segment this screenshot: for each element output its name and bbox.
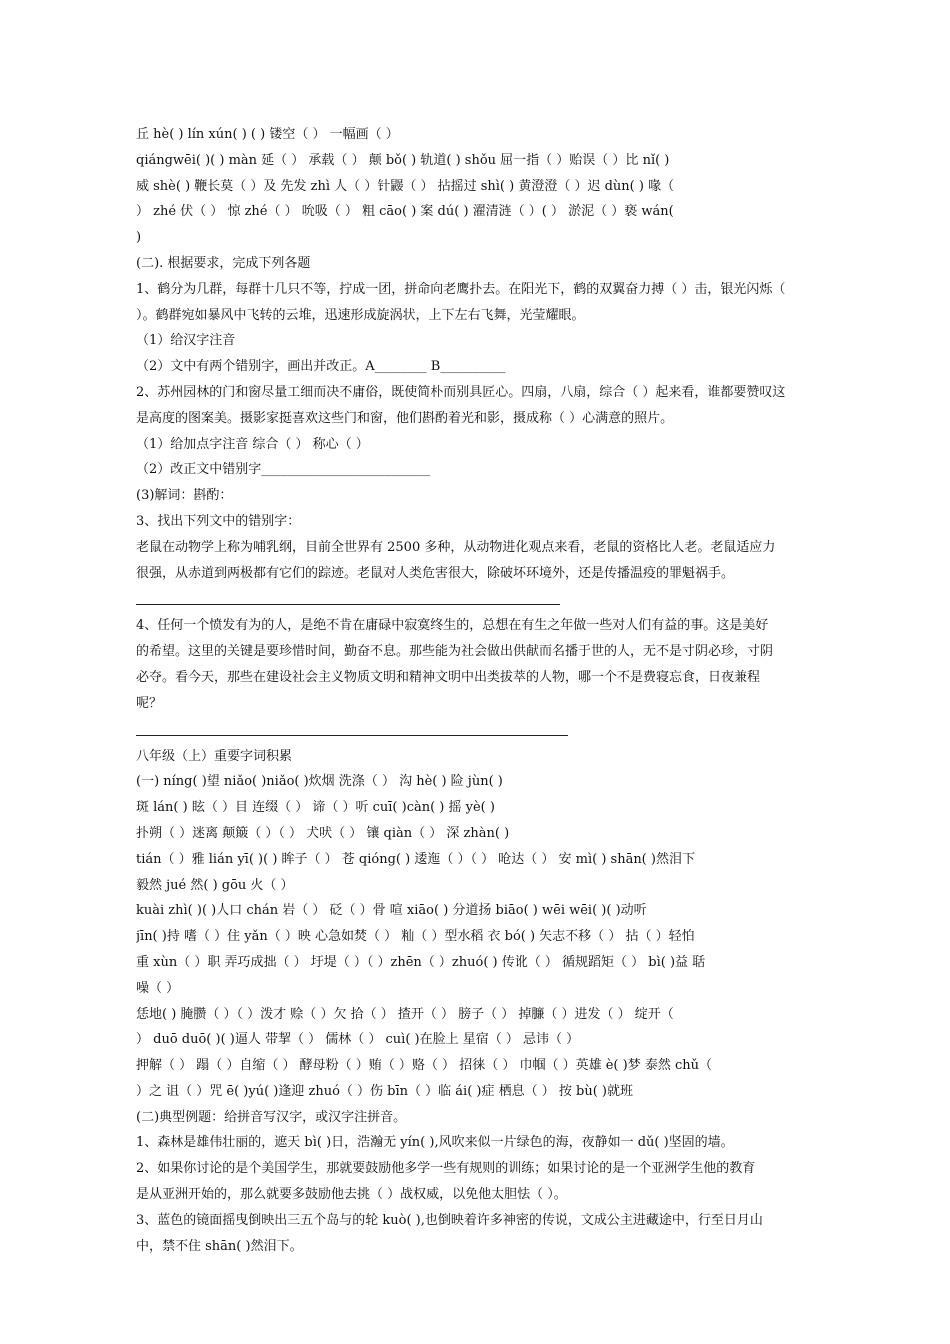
pinyin-line: ） zhé 伏（ ） 惊 zhé（ ） 吮吸（ ） 粗 cāo( ) 案 dú( ) 濯清涟（ ）( ） 淤泥（ ）亵 wán( — [136, 204, 674, 220]
pinyin-line: 丘 hè( ) lín xún( ) ( ) 镂空（ ） 一幅画（ ） — [136, 127, 399, 142]
question-text: 2、如果你讨论的是个美国学生，那就要鼓励他多学一些有规则的训练；如果讨论的是一个亚洲学生他的教育 — [136, 1161, 756, 1177]
pinyin-line: 重 xùn（ ）职 弄巧成拙（ ） 圩堤（ ）（ ）zhēn（ ）zhuó( ) 传讹（ ） 循规蹈矩（ ） bì( )益 聒 — [136, 954, 706, 970]
answer-line — [136, 586, 560, 605]
pinyin-line: 毅然 jué 然( ) gōu 火（ ） — [136, 877, 294, 893]
question-text: 中，禁不住 shān( )然泪下。 — [136, 1238, 303, 1254]
pinyin-line: tián（ ）雅 lián yī( )( ) 眸子（ ） 苍 qióng( ) 逶迤（ ）（ ） 呛达（ ） 安 mì( ) shān( )然泪下 — [136, 851, 695, 867]
pinyin-line: jīn( )持 嗜（ ）住 yǎn（ ）映 心急如焚（ ） 籼（ ）型水稻 衣 bó( ) 矢志不移（ ） 拈（ ）轻怕 — [136, 929, 695, 945]
sub-question: (3)解词：斟酌： — [136, 488, 233, 504]
passage-text: 4、任何一个愤发有为的人，是绝不肯在庸碌中寂寞终生的，总想在有生之年做一些对人们有益的事。这是美好 — [136, 618, 769, 634]
question-text: 是从亚洲开始的，那么就要多鼓励他去挑（ ）战权威，以免他太胆怯（ ）。 — [136, 1187, 567, 1203]
passage-text: 呢？ — [136, 695, 163, 711]
pinyin-line: 扑朔（ ）迷离 颠簸（ ）（ ） 犬吠（ ） 镶 qiàn（ ） 深 zhàn( ) — [136, 825, 510, 841]
pinyin-line: 威 shè( ) 鞭长莫（ ）及 先发 zhì 人（ ）针鼹（ ） 拈摇过 shì( ) 黄澄澄（ ）迟 dùn( ) 喙（ — [136, 178, 675, 194]
sub-question: （1）给汉字注音 — [136, 333, 236, 349]
sub-question: （2）文中有两个错别字，画出并改正。A________ B__________ — [136, 359, 506, 375]
pinyin-line: 押解（ ） 蹋（ ）自缩（ ） 酵母粉（ ）贿（ ）赂（ ） 招徕（ ） 巾帼（ ）英雄 è( )梦 泰然 chǔ（ — [136, 1058, 712, 1074]
pinyin-line: ） duō duō( )( )逼人 带挈（ ） 儒林（ ） cuì( )在脸上 星宿（ ） 忌讳（ ） — [136, 1032, 580, 1048]
question-text: 2、苏州园林的门和窗尽量工细而决不庸俗，既使简朴而别具匠心。四扇，八扇，综合（ ）起来看，谁都要赞叹这 — [136, 384, 786, 400]
sub-question: （1）给加点字注音 综合（ ） 称心（ ） — [136, 436, 369, 452]
passage-text: 老鼠在动物学上称为哺乳纲，目前全世界有 2500 多种，从动物进化观点来看，老鼠的资格比人老。老鼠适应力 — [136, 539, 776, 555]
pinyin-line: (一) níng( )望 niǎo( )niǎo( )炊烟 洗涤（ ） 沟 hè( ) 险 jùn( ) — [136, 774, 503, 790]
question-text: 是高度的图案美。摄影家挺喜欢这些门和窗，他们斟酌着光和影，摄成称（ ）心满意的照片。 — [136, 410, 674, 426]
pinyin-line: ) — [136, 230, 142, 246]
pinyin-line: ）之 诅（ ）咒 ē( )yú( )逢迎 zhuó（ ）伤 bīn（ ）临 ái( )症 栖息（ ） 按 bù( )就班 — [136, 1083, 633, 1099]
pinyin-line: kuài zhì( )( )人口 chán 岩（ ） 砭（ ）骨 喧 xiāo( ) 分道扬 biāo( ) wēi wēi( )( )动听 — [136, 903, 647, 919]
section-heading: (二)典型例题：给拼音写汉字，或汉字注拼音。 — [136, 1109, 407, 1125]
pinyin-line: 斑 lán( ) 眩（ ）目 连缀（ ） 谛（ ）听 cuī( )càn( ) 摇 yè( ) — [136, 800, 495, 816]
question-text: ）。鹤群宛如暴风中飞转的云堆，迅速形成旋涡状，上下左右飞舞，光莹耀眼。 — [136, 307, 585, 323]
pinyin-line: 恁地( ) 腌臜（ ）（ ）泼才 赊（ ）欠 拾（ ） 揸开（ ） 膀子（ ） 掉臁（ ）进发（ ） 绽开（ — [136, 1006, 674, 1022]
section-heading: (二). 根据要求，完成下列各题 — [136, 255, 311, 271]
question-text: 1、鹤分为几群，每群十几只不等，拧成一团，拼命向老鹰扑去。在阳光下，鹤的双翼奋力搏（ ）击，银光闪烁（ — [136, 281, 786, 297]
passage-text: 很强，从赤道到两极都有它们的踪迹。老鼠对人类危害很大，除破坏环境外，还是传播温疫的罪魁祸手。 — [136, 565, 735, 581]
worksheet-page — [136, 122, 818, 1259]
passage-text: 的希望。这里的关键是要珍惜时间，勤奋不息。那些能为社会做出供献而名播于世的人，无不是寸阴必珍，寸阴 — [136, 644, 774, 660]
section-title: 八年级（上）重要字词积累 — [136, 748, 293, 764]
sub-question: （2）改正文中错别字__________________________ — [136, 462, 431, 478]
question-text: 1、森林是雄伟壮丽的，遮天 bì( )日，浩瀚无 yín( ),风吹来似一片绿色的海，夜静如一 dǔ( )坚固的墙。 — [136, 1135, 734, 1151]
pinyin-line: 噪（ ） — [136, 980, 180, 996]
answer-line — [136, 717, 568, 736]
question-text: 3、找出下列文中的错别字： — [136, 513, 301, 529]
question-text: 3、蓝色的镜面摇曳倒映出三五个岛与的轮 kuò( ),也倒映着许多神密的传说，文成公主进藏途中，行至日月山 — [136, 1212, 763, 1228]
passage-text: 必夺。看今天，那些在建设社会主义物质文明和精神文明中出类拔萃的人物，哪一个不是费寝忘食，日夜兼程 — [136, 669, 761, 685]
pinyin-line: qiángwēi( )( ) màn 延（ ） 承载（ ） 颠 bǒ( ) 轨道( ) shǒu 屈一指（ ）贻误（ ）比 nǐ( ) — [136, 152, 670, 168]
